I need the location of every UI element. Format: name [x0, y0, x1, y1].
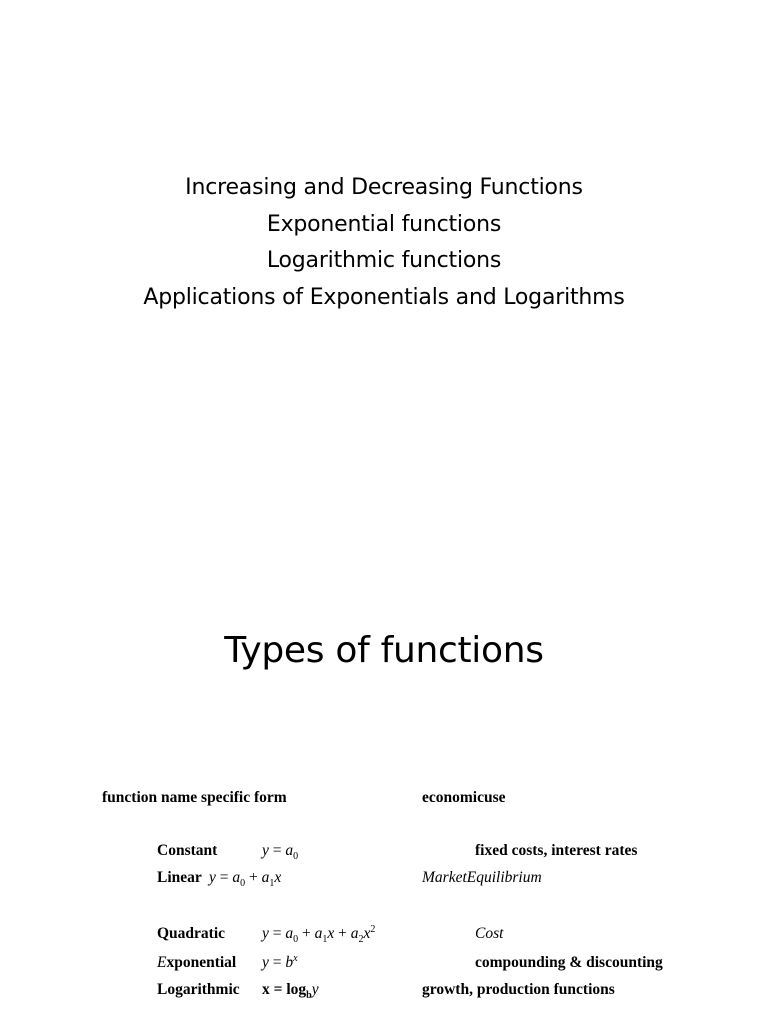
row-name-exponential: Exponential — [157, 954, 237, 971]
row-name-quadratic: Quadratic — [157, 925, 226, 942]
formula-logarithmic: $x = \log_by$ — [262, 981, 319, 1001]
use-logarithmic: growth, production functions — [422, 981, 615, 998]
slide-title: Types of functions — [224, 630, 544, 671]
topic-line: Exponential functions — [266, 211, 502, 237]
topic-line: Logarithmic functions — [266, 248, 502, 273]
use-exponential: compounding & discounting — [475, 954, 663, 971]
row-name-linear: Linear — [157, 869, 202, 886]
formula-constant: $y = a_0$ — [262, 842, 299, 862]
topic-line: Increasing and Decreasing Functions — [185, 175, 583, 200]
header-economic-use: economicuse — [422, 789, 506, 806]
use-linear: MarketEquilibrium — [422, 869, 542, 886]
formula-quadratic: $y = a_0 + a_1x + a_2x^2$ — [262, 924, 376, 945]
slide-types-of-functions — [0, 512, 768, 1024]
topic-list — [0, 170, 768, 316]
topic-line: Applications of Exponentials and Logarithms — [143, 284, 625, 310]
formula-exponential: $y = b^x$ — [262, 953, 298, 971]
use-constant: fixed costs, interest rates — [475, 842, 638, 859]
row-name-logarithmic: Logarithmic — [157, 981, 240, 998]
row-name-constant: Constant — [157, 842, 218, 859]
formula-linear: $y = a_0 + a_1x$ — [209, 869, 282, 889]
use-quadratic: Cost — [475, 925, 504, 942]
header-name-form: function name specific form — [102, 789, 287, 806]
